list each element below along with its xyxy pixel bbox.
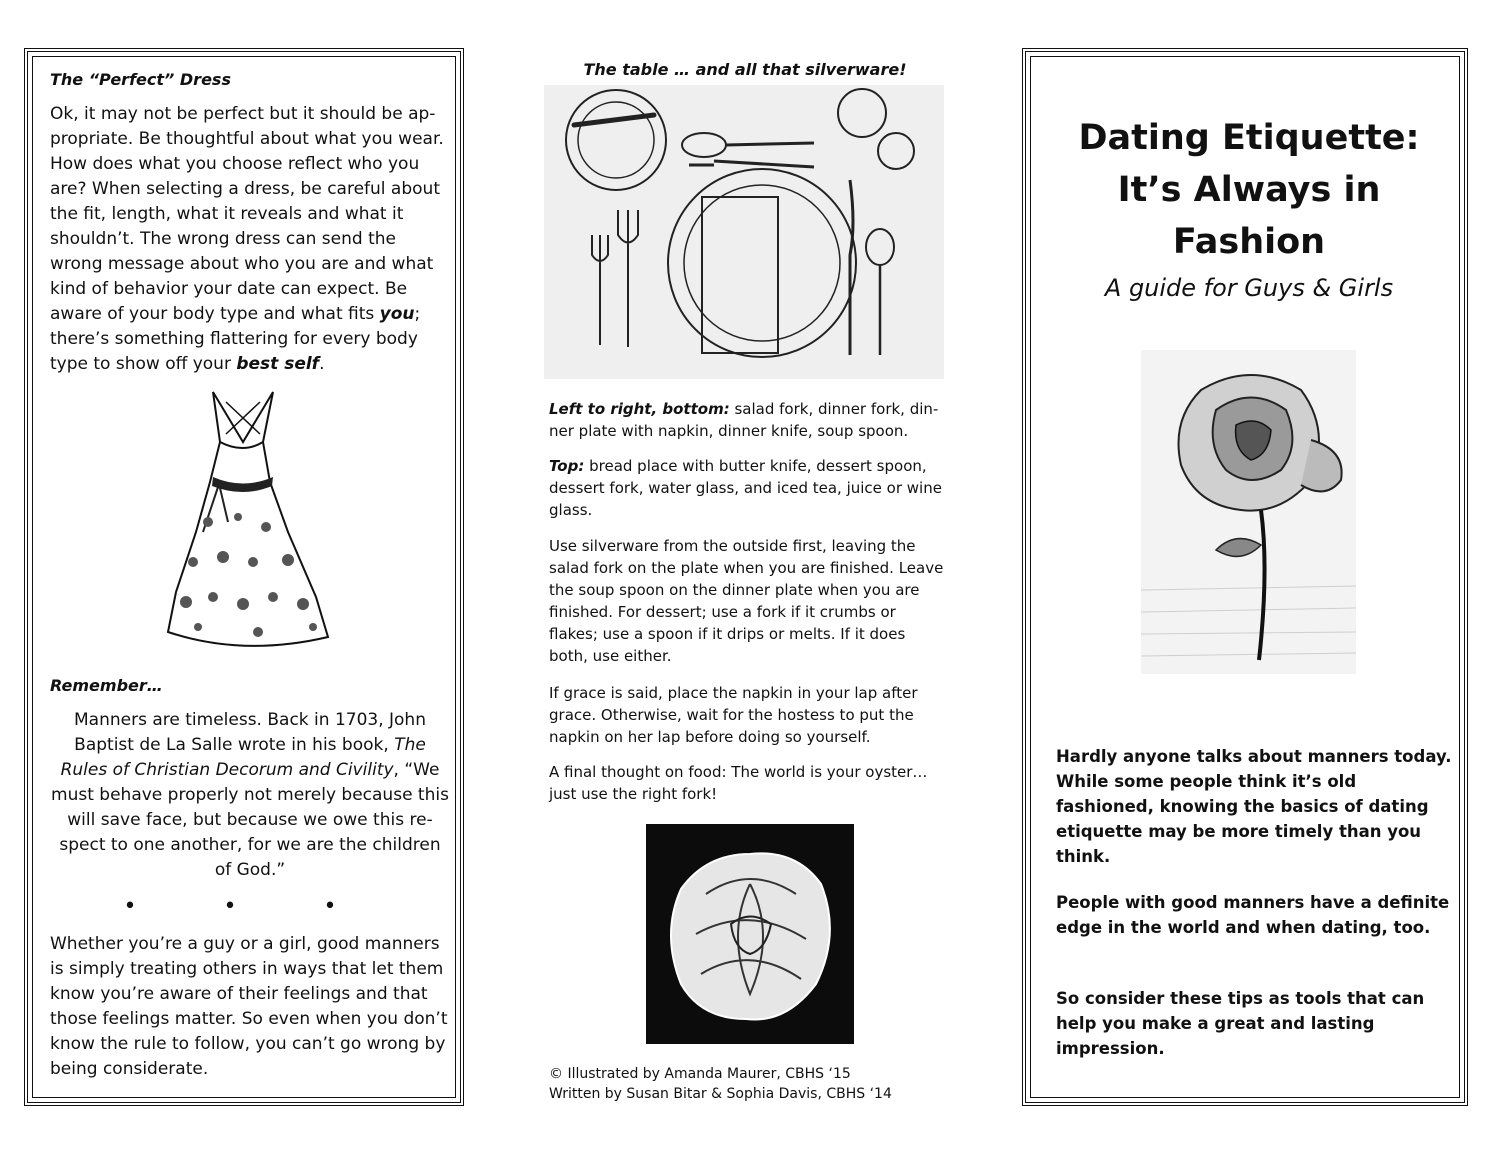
- cover-title-line-1: Dating Etiquette:: [1078, 118, 1420, 158]
- dot-divider: • • •: [123, 894, 377, 919]
- grace-paragraph: If grace is said, place the napkin in your lap after grace. Otherwise, wait for the hostess to put the napkin on her lap before doing so yourself.: [549, 684, 918, 746]
- cover-title-line-2: It’s Always in: [1117, 170, 1381, 210]
- dress-text-best: best self: [236, 354, 320, 374]
- intro-paragraph-2: People with good manners have a definite edge in the world and when dating, too.: [1056, 893, 1450, 937]
- cover-rose-illustration: [1141, 350, 1356, 674]
- caption-top-label: Top:: [549, 457, 585, 475]
- remember-heading: Remember…: [50, 676, 163, 695]
- left-panel: [24, 48, 464, 1106]
- dress-paragraph: [50, 102, 450, 377]
- dress-heading: The “Perfect” Dress: [50, 70, 231, 89]
- cover-panel: [1022, 48, 1468, 1106]
- cover-subtitle: A guide for Guys & Girls: [1104, 274, 1394, 302]
- caption-bottom-label: Left to right, bottom:: [549, 400, 730, 418]
- dress-text-you: you: [379, 304, 415, 324]
- dress-text-2: ; there’s something flattering for every body type to show off your: [50, 304, 421, 374]
- remember-text-2: , “We must behave properly not merely because this will save face, but because we owe this respect to one another, for we are the children of God.”: [51, 760, 449, 880]
- table-heading: The table … and all that silverware!: [583, 60, 907, 79]
- remember-text-1: Manners are timeless. Back in 1703, John Baptist de La Salle wrote in his book,: [74, 710, 426, 755]
- remember-paragraph: [50, 708, 450, 883]
- table-setting-illustration: [544, 85, 944, 379]
- final-thought-paragraph: A final thought on food: The world is your oyster…just use the right fork!: [549, 763, 928, 803]
- rose-illustration: [646, 824, 854, 1044]
- dress-illustration: [148, 382, 338, 662]
- remember-book-title: The Rules of Christian Decorum and Civility: [60, 735, 426, 780]
- cover-title: [1026, 112, 1472, 268]
- intro-paragraph-3: So consider these tips as tools that can help you make a great and lasting impression.: [1056, 989, 1425, 1058]
- caption-bottom-text: salad fork, dinner fork, dinner plate with napkin, dinner knife, soup spoon.: [549, 400, 939, 440]
- cover-title-line-3: Fashion: [1172, 222, 1326, 262]
- closing-paragraph: Whether you’re a guy or a girl, good manners is simply treating others in ways that let them know you’re aware of their feelings and that those feelings matter. So even when you don’t know the rule to follow, you can’t go wrong by being considerate.: [50, 934, 448, 1079]
- intro-paragraph-1: Hardly anyone talks about manners today. While some people think it’s old fashioned, knowing the basics of dating etiquette may be more timely than you think.: [1056, 747, 1452, 866]
- silverware-paragraph: Use silverware from the outside first, leaving the salad fork on the plate when you are finished. Leave the soup spoon on the dinner plate when you are finished. For dessert; use a fork if it crumbs or flakes; use a spoon if it drips or melts. If it does both, use either.: [549, 537, 944, 665]
- credit-written: Written by Susan Bitar & Sophia Davis, CBHS ‘14: [549, 1086, 892, 1102]
- dress-text-1: Ok, it may not be perfect but it should be appropriate. Be thoughtful about what you wear. How does what you choose reflect who you are? When selecting a dress, be careful about the fit, length, what it reveals and what it shouldn’t. The wrong dress can send the wrong message about who you are and what kind of behavior your date can expect. Be aware of your body type and what fits: [50, 104, 444, 324]
- credits: [549, 1064, 949, 1104]
- credit-illustrated: © Illustrated by Amanda Maurer, CBHS ‘15: [549, 1066, 851, 1082]
- caption-bottom: [549, 398, 944, 442]
- dress-text-3: .: [319, 354, 325, 374]
- caption-top-text: bread place with butter knife, dessert spoon, dessert fork, water glass, and iced tea, juice or wine glass.: [549, 457, 942, 519]
- caption-top: [549, 455, 944, 521]
